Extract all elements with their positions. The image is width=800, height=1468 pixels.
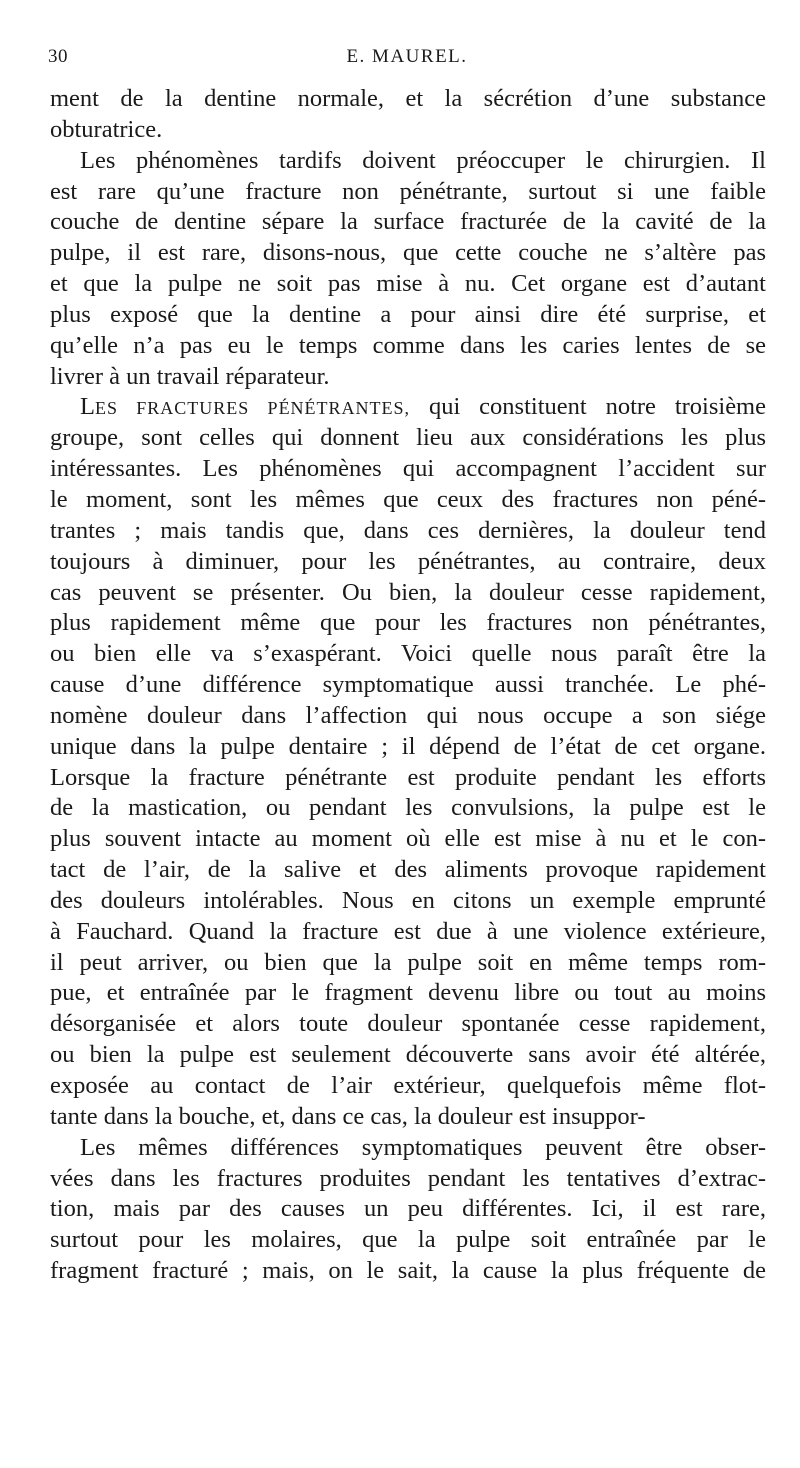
text-line: tion, mais par des causes un peu différentes. Ici, il est rare, [50,1195,766,1223]
lead-capital: L [80,393,95,421]
text-line: vées dans les fractures produites pendant les tentatives d’extrac- [50,1164,766,1192]
text-line: ou bien la pulpe est seulement découverte sans avoir été altérée, [50,1041,766,1069]
text-line: fragment fracturé ; mais, on le sait, la cause la plus fréquente de [50,1257,766,1285]
text-line: des douleurs intolérables. Nous en citons un exemple emprunté [50,886,766,914]
text-line: plus rapidement même que pour les fractures non pénétrantes, [50,609,766,637]
text-line: surtout pour les molaires, que la pulpe soit entraînée par le [50,1226,766,1254]
text-line: désorganisée et alors toute douleur spontanée cesse rapidement, [50,1010,766,1038]
text-line: toujours à diminuer, pour les pénétrantes, au contraire, deux [50,547,766,575]
text-line: couche de dentine sépare la surface fracturée de la cavité de la [50,208,766,236]
text-line: exposée au contact de l’air extérieur, quelquefois même flot- [50,1072,766,1099]
text-line: tante dans la bouche, et, dans ce cas, la douleur est insuppor- [50,1102,646,1130]
text-line: cause d’une différence symptomatique aussi tranchée. Le phé- [50,671,766,699]
text-line: groupe, sont celles qui donnent lieu aux considérations les plus [50,424,766,452]
text-line: de la mastication, ou pendant les convulsions, la pulpe est le [50,794,766,822]
text-line: est rare qu’une fracture non pénétrante, surtout si une faible [50,177,766,205]
paragraph [50,392,766,1132]
text-line: à Fauchard. Quand la fracture est due à une violence extérieure, [50,917,766,945]
paragraph [50,84,766,146]
paragraph [50,146,766,393]
text-line: et que la pulpe ne soit pas mise à nu. Cet organe est d’autant [50,270,766,298]
text-line: qu’elle n’a pas eu le temps comme dans les caries lentes de se [50,331,766,359]
text-line: ment de la dentine normale, et la sécrétion d’une substance [50,85,766,112]
text-line: pue, et entraînée par le fragment devenu libre ou tout au moins [50,979,766,1007]
text-line: trantes ; mais tandis que, dans ces dernières, la douleur tend [50,516,766,544]
text-line: Les phénomènes tardifs doivent préoccuper le chirurgien. Il [80,146,766,174]
text-line: plus souvent intacte au moment où elle est mise à nu et le con- [50,825,766,853]
text-line: pulpe, il est rare, disons-nous, que cette couche ne s’altère pas [50,239,766,267]
page-number: 30 [48,46,68,67]
text-line: Les mêmes différences symptomatiques peuvent être obser- [80,1133,766,1161]
paragraph [50,1133,766,1287]
text-line: Lorsque la fracture pénétrante est produite pendant les efforts [50,763,766,791]
running-title: E. MAUREL. [346,46,468,67]
text-line: le moment, sont les mêmes que ceux des fractures non péné- [50,485,766,513]
lead-line-rest: qui constituent notre troisième [410,393,766,421]
text-line: obturatrice. [50,115,163,143]
text-line: il peut arriver, ou bien que la pulpe soit en même temps rom- [50,948,766,976]
text-line: intéressantes. Les phénomènes qui accompagnent l’accident sur [50,455,766,483]
lead-small-caps: ES FRACTURES PÉNÉTRANTES, [94,398,411,419]
text-line: livrer à un travail réparateur. [50,362,330,390]
text-line: cas peuvent se présenter. Ou bien, la douleur cesse rapidement, [50,578,766,606]
text-line: ou bien elle va s’exaspérant. Voici quelle nous paraît être la [50,640,766,668]
text-line: tact de l’air, de la salive et des aliments provoque rapidement [50,856,766,884]
text-line: nomène douleur dans l’affection qui nous occupe a son siége [50,701,766,729]
text-line-lead [50,392,766,423]
text-line: unique dans la pulpe dentaire ; il dépend de l’état de cet organe. [50,732,766,760]
running-header [48,46,766,76]
text-line: plus exposé que la dentine a pour ainsi dire été surprise, et [50,300,766,328]
body-text [50,84,766,1287]
